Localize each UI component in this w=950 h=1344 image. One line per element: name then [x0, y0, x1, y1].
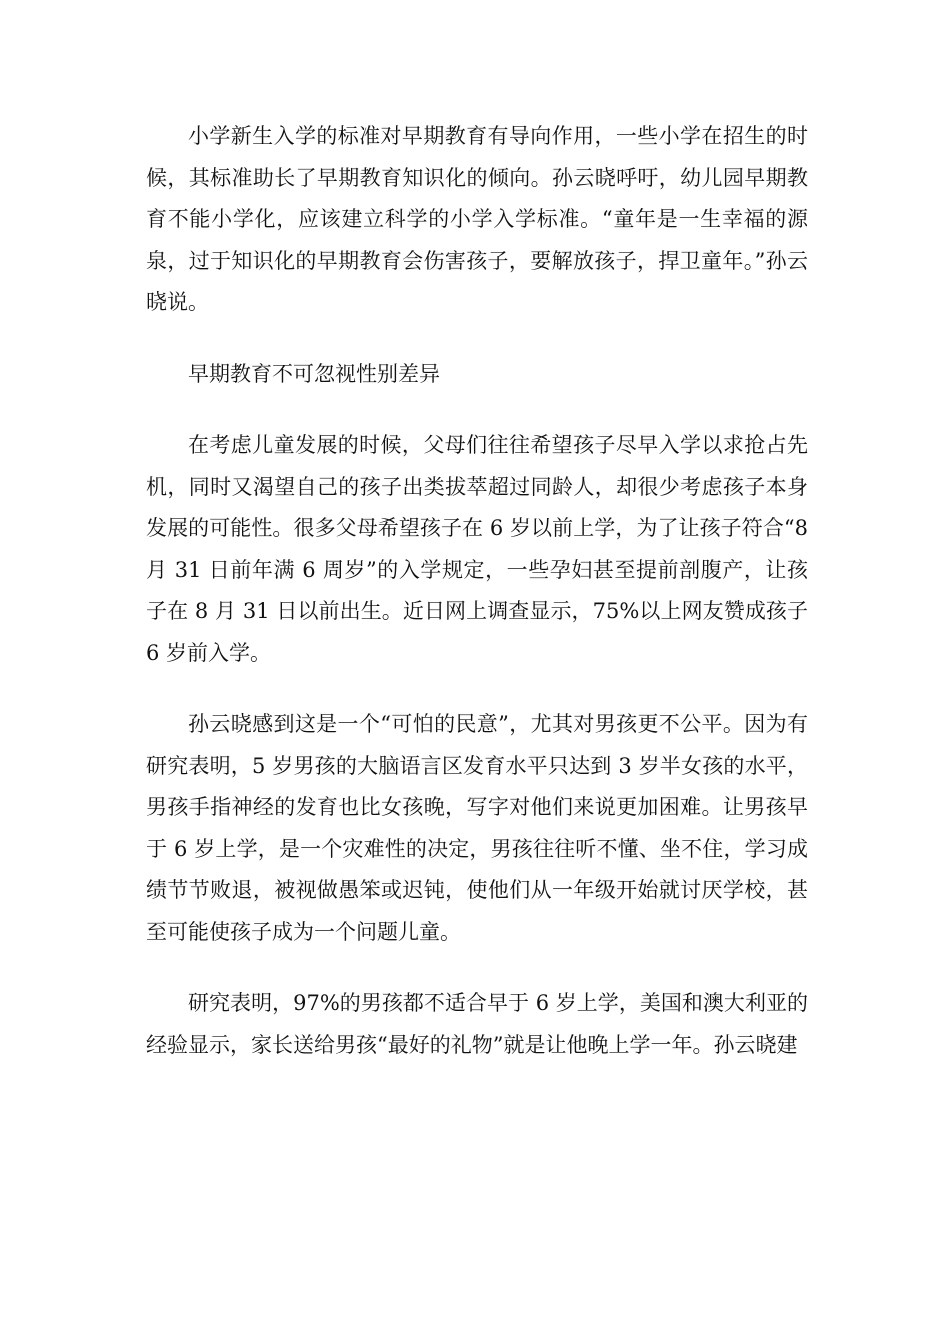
paragraph-3: 孙云晓感到这是一个“可怕的民意”，尤其对男孩更不公平。因为有研究表明，5 岁男孩的大脑语言区发育水平只达到 3 岁半女孩的水平，男孩手指神经的发育也比女孩晚，写字对他们来说更加困难。让男孩早于 6 岁上学，是一个灾难性的决定，男孩往往听不懂、坐不住，学习成绩节节败退，被视做愚笨或迟钝，使他们从一年级开始就讨厌学校，甚至可能使孩子成为一个问题儿童。 — [146, 712, 808, 944]
paragraph-4: 研究表明，97%的男孩都不适合早于 6 岁上学，美国和澳大利亚的经验显示，家长送给男孩“最好的礼物”就是让他晚上学一年。孙云晓建 — [146, 991, 808, 1057]
paragraph-1: 小学新生入学的标准对早期教育有导向作用，一些小学在招生的时候，其标准助长了早期教育知识化的倾向。孙云晓呼吁，幼儿园早期教育不能小学化，应该建立科学的小学入学标准。“童年是一生幸福的源泉，过于知识化的早期教育会伤害孩子，要解放孩子，捍卫童年。”孙云晓说。 — [146, 124, 808, 314]
section-heading: 早期教育不可忽视性别差异 — [188, 361, 440, 386]
document-body — [146, 116, 808, 1096]
paragraph-2: 在考虑儿童发展的时候，父母们往往希望孩子尽早入学以求抢占先机，同时又渴望自己的孩子出类拔萃超过同龄人，却很少考虑孩子本身发展的可能性。很多父母希望孩子在 6 岁以前上学，为了让孩子符合“8 月 31 日前年满 6 周岁”的入学规定，一些孕妇甚至提前剖腹产，让孩子在 8 月 31 日以前出生。近日网上调查显示，75%以上网友赞成孩子 6 岁前入学。 — [146, 433, 808, 665]
